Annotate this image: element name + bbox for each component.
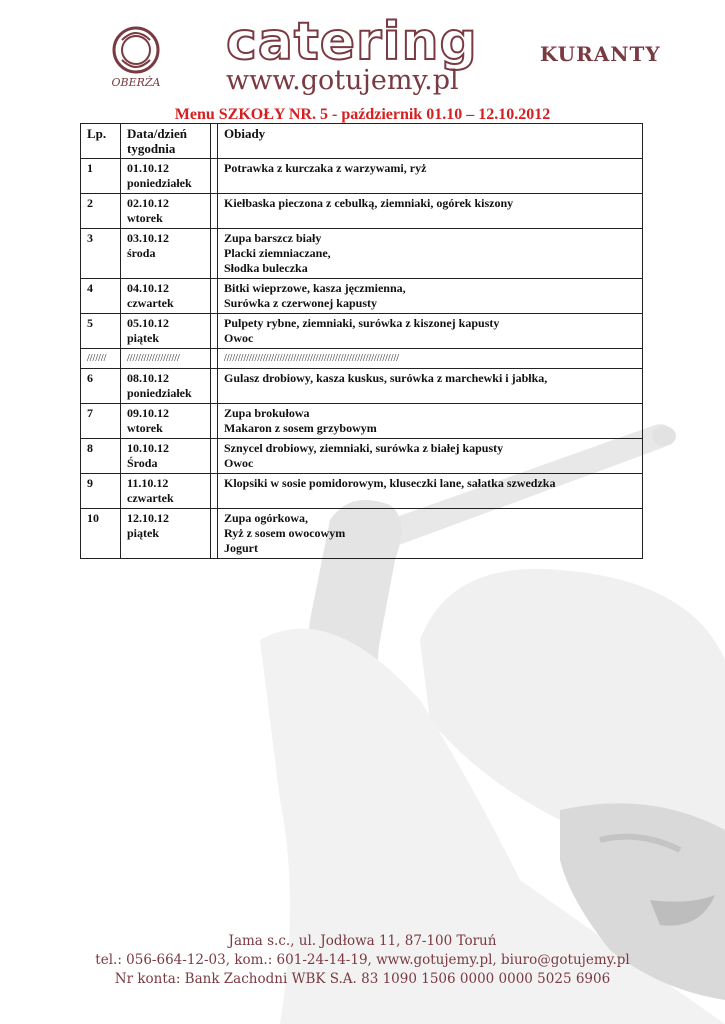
table-row (81, 509, 643, 559)
cell-date (121, 439, 211, 474)
day-of-week: czwartek (127, 491, 174, 505)
meal-line: Klopsiki w sosie pomidorowym, kluseczki lane, sałatka szwedzka (224, 476, 556, 490)
meal-line: Surówka z czerwonej kapusty (224, 296, 377, 310)
table-row (81, 229, 643, 279)
kuranty-logo (540, 42, 661, 66)
date-value: 09.10.12 (127, 406, 169, 420)
meal-line: Gulasz drobiowy, kasza kuskus, surówka z marchewki i jabłka, (224, 371, 548, 385)
cell-meals (218, 229, 643, 279)
meal-line: Potrawka z kurczaka z warzywami, ryż (224, 161, 427, 175)
table-row (81, 159, 643, 194)
cell-lp: 9 (81, 474, 121, 509)
kuranty-logo-text: KURANTY (540, 42, 661, 66)
cell-lp: 4 (81, 279, 121, 314)
cell-meals (218, 369, 643, 404)
cell-meals (218, 279, 643, 314)
cell-gap (211, 474, 218, 509)
cell-lp: 3 (81, 229, 121, 279)
footer-contact: tel.: 056-664-12-03, kom.: 601-24-14-19, www.gotujemy.pl, biuro@gotujemy.pl (95, 952, 630, 968)
cell-meals (218, 194, 643, 229)
cell-date (121, 194, 211, 229)
cell-gap (211, 509, 218, 559)
header-lp: Lp. (81, 124, 121, 159)
cell-meals (218, 439, 643, 474)
cell-gap (211, 439, 218, 474)
day-of-week: wtorek (127, 211, 163, 225)
cell-gap (211, 159, 218, 194)
table-row (81, 314, 643, 349)
table-row (81, 279, 643, 314)
meal-line: Zupa ogórkowa, (224, 511, 309, 525)
cell-lp: 7 (81, 404, 121, 439)
meal-line: Jogurt (224, 541, 258, 555)
footer-bank-account: Nr konta: Bank Zachodni WBK S.A. 83 1090 1506 0000 0000 5025 6906 (114, 971, 611, 987)
cell-lp: 2 (81, 194, 121, 229)
day-of-week: piątek (127, 526, 160, 540)
meal-line: /////////////////////////////////////////////////////////////// (224, 353, 400, 364)
date-value: 11.10.12 (127, 476, 169, 490)
header-gap (211, 124, 218, 159)
cell-lp: 1 (81, 159, 121, 194)
cell-date (121, 369, 211, 404)
day-of-week: czwartek (127, 296, 174, 310)
cell-meals (218, 474, 643, 509)
header-meals: Obiady (218, 124, 643, 159)
meal-line: Makaron z sosem grzybowym (224, 421, 377, 435)
meal-line: Owoc (224, 331, 254, 345)
date-value: 12.10.12 (127, 511, 169, 525)
date-value: 10.10.12 (127, 441, 169, 455)
meal-line: Ryż z sosem owocowym (224, 526, 346, 540)
cell-meals (218, 404, 643, 439)
date-value: 02.10.12 (127, 196, 169, 210)
day-of-week: poniedziałek (127, 176, 192, 190)
cell-meals (218, 159, 643, 194)
catering-brand (226, 14, 478, 96)
day-of-week: Środa (127, 456, 158, 470)
day-of-week: poniedziałek (127, 386, 192, 400)
cell-gap (211, 279, 218, 314)
cell-date (121, 229, 211, 279)
table-row (81, 369, 643, 404)
cell-date (121, 279, 211, 314)
date-value: 08.10.12 (127, 371, 169, 385)
cell-lp: 8 (81, 439, 121, 474)
day-of-week: wtorek (127, 421, 163, 435)
cell-lp: 6 (81, 369, 121, 404)
separator-row (81, 349, 643, 369)
cell-gap (211, 369, 218, 404)
meal-line: Kiełbaska pieczona z cebulką, ziemniaki, ogórek kiszony (224, 196, 514, 210)
cell-gap (211, 349, 218, 369)
cell-gap (211, 194, 218, 229)
cell-date (121, 159, 211, 194)
cell-date (121, 404, 211, 439)
table-header-row (81, 124, 643, 159)
menu-title: Menu SZKOŁY NR. 5 - październik 01.10 – 12.10.2012 (174, 106, 551, 123)
cell-meals (218, 509, 643, 559)
cell-meals (218, 314, 643, 349)
date-value: 03.10.12 (127, 231, 169, 245)
meal-line: Zupa barszcz biały (224, 231, 322, 245)
cell-date (121, 349, 211, 369)
meal-line: Owoc (224, 456, 254, 470)
footer (0, 932, 725, 989)
meal-line: Zupa brokułowa (224, 406, 310, 420)
oberza-logo (100, 22, 172, 90)
day-of-week: środa (127, 246, 156, 260)
date-value: /////////////////// (127, 353, 180, 364)
meal-line: Słodka buleczka (224, 261, 308, 275)
day-of-week: piątek (127, 331, 160, 345)
header-date: Data/dzień tygodnia (121, 124, 211, 159)
table-row (81, 194, 643, 229)
cell-lp: 10 (81, 509, 121, 559)
brand-title: catering (226, 12, 478, 72)
cell-gap (211, 229, 218, 279)
meal-line: Pulpety rybne, ziemniaki, surówka z kiszonej kapusty (224, 316, 500, 330)
cell-gap (211, 404, 218, 439)
date-value: 05.10.12 (127, 316, 169, 330)
meal-line: Sznycel drobiowy, ziemniaki, surówka z białej kapusty (224, 441, 504, 455)
table-row (81, 474, 643, 509)
date-value: 04.10.12 (127, 281, 169, 295)
cell-gap (211, 314, 218, 349)
cell-date (121, 474, 211, 509)
menu-table (80, 123, 643, 559)
brand-url[interactable]: www.gotujemy.pl (226, 65, 459, 96)
table-row (81, 439, 643, 474)
meal-line: Bitki wieprzowe, kasza jęczmienna, (224, 281, 406, 295)
cell-lp: /////// (81, 349, 121, 369)
svg-text:OBERŻA: OBERŻA (111, 76, 161, 89)
table-row (81, 404, 643, 439)
menu-table-body (81, 159, 643, 559)
cell-date (121, 509, 211, 559)
date-value: 01.10.12 (127, 161, 169, 175)
cell-date (121, 314, 211, 349)
footer-address: Jama s.c., ul. Jodłowa 11, 87-100 Toruń (228, 933, 497, 949)
cell-lp: 5 (81, 314, 121, 349)
cell-meals (218, 349, 643, 369)
meal-line: Placki ziemniaczane, (224, 246, 331, 260)
